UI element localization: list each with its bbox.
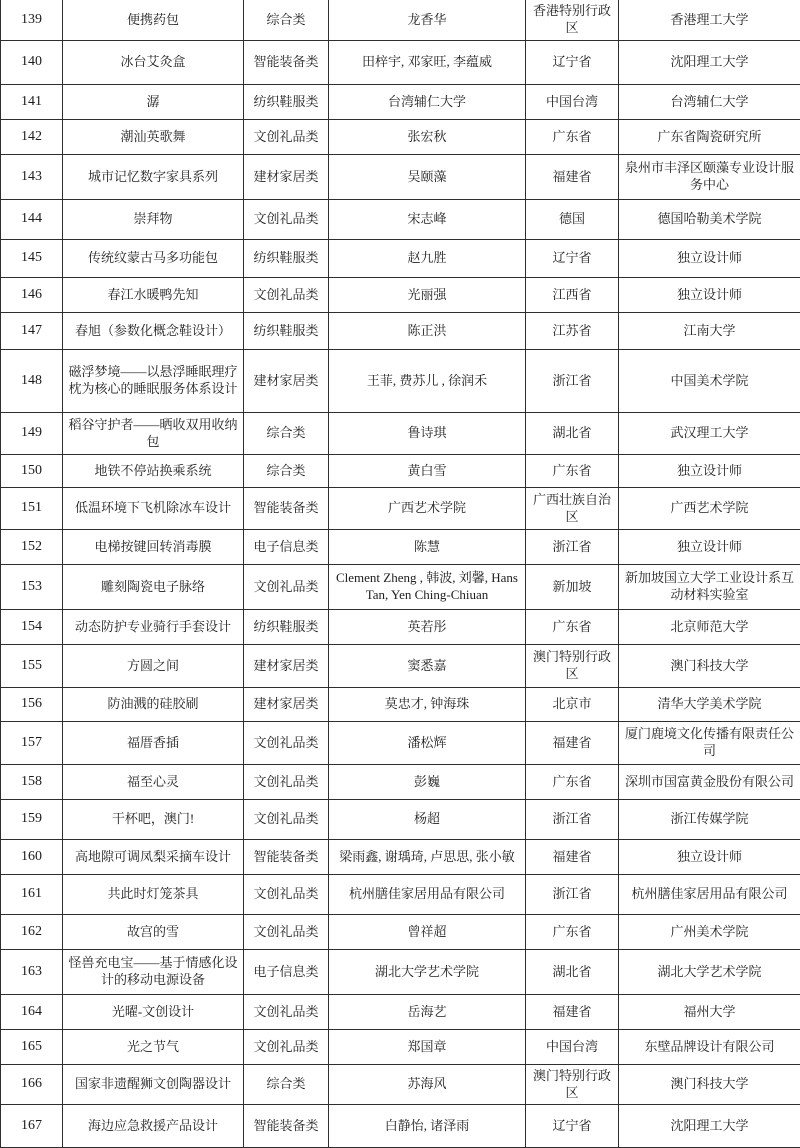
entry-category: 智能装备类 bbox=[244, 488, 329, 530]
entry-organization: 江南大学 bbox=[619, 313, 800, 350]
table-row bbox=[1, 950, 800, 995]
entry-organization: 广东省陶瓷研究所 bbox=[619, 120, 800, 155]
entry-authors: 岳海艺 bbox=[329, 995, 526, 1030]
entry-organization: 香港理工大学 bbox=[619, 0, 800, 41]
table-row bbox=[1, 915, 800, 950]
entry-category: 综合类 bbox=[244, 413, 329, 455]
entry-authors: 苏海风 bbox=[329, 1065, 526, 1105]
entry-work-name: 地铁不停站换乘系统 bbox=[63, 455, 244, 488]
entry-work-name: 光之节气 bbox=[63, 1030, 244, 1065]
entry-category: 文创礼品类 bbox=[244, 915, 329, 950]
entry-work-name: 潮汕英歌舞 bbox=[63, 120, 244, 155]
table-row bbox=[1, 565, 800, 610]
table-row bbox=[1, 800, 800, 840]
entry-authors: 王菲, 费苏儿 , 徐润禾 bbox=[329, 350, 526, 413]
table-row bbox=[1, 278, 800, 313]
entry-category: 综合类 bbox=[244, 1065, 329, 1105]
entry-number: 152 bbox=[1, 530, 63, 565]
entry-work-name: 防油溅的硅胶刷 bbox=[63, 688, 244, 722]
entry-authors: 郑国章 bbox=[329, 1030, 526, 1065]
entry-work-name: 低温环境下飞机除冰车设计 bbox=[63, 488, 244, 530]
entry-category: 建材家居类 bbox=[244, 688, 329, 722]
entry-region: 辽宁省 bbox=[526, 240, 619, 278]
entry-category: 电子信息类 bbox=[244, 530, 329, 565]
table-row bbox=[1, 455, 800, 488]
entry-region: 浙江省 bbox=[526, 800, 619, 840]
entry-work-name: 高地隙可调凤梨采摘车设计 bbox=[63, 840, 244, 875]
entry-work-name: 方圆之间 bbox=[63, 645, 244, 688]
entry-organization: 独立设计师 bbox=[619, 530, 800, 565]
entry-work-name: 磁浮梦境——以悬浮睡眠理疗枕为核心的睡眠服务体系设计 bbox=[63, 350, 244, 413]
entry-authors: 广西艺术学院 bbox=[329, 488, 526, 530]
entry-authors: 彭巍 bbox=[329, 765, 526, 800]
entry-region: 广东省 bbox=[526, 610, 619, 645]
entry-region: 广西壮族自治区 bbox=[526, 488, 619, 530]
entry-organization: 澳门科技大学 bbox=[619, 645, 800, 688]
entry-organization: 独立设计师 bbox=[619, 278, 800, 313]
entry-organization: 广西艺术学院 bbox=[619, 488, 800, 530]
entry-region: 浙江省 bbox=[526, 350, 619, 413]
entry-category: 电子信息类 bbox=[244, 950, 329, 995]
table-row bbox=[1, 0, 800, 41]
entry-number: 150 bbox=[1, 455, 63, 488]
entry-region: 广东省 bbox=[526, 765, 619, 800]
table-row bbox=[1, 765, 800, 800]
entries-table-body bbox=[1, 0, 800, 1148]
entry-number: 153 bbox=[1, 565, 63, 610]
entry-category: 文创礼品类 bbox=[244, 875, 329, 915]
entry-authors: 莫忠才, 钟海珠 bbox=[329, 688, 526, 722]
entry-organization: 澳门科技大学 bbox=[619, 1065, 800, 1105]
table-row bbox=[1, 350, 800, 413]
entry-work-name: 共此时灯笼茶具 bbox=[63, 875, 244, 915]
entry-number: 141 bbox=[1, 85, 63, 120]
table-row bbox=[1, 200, 800, 240]
entry-work-name: 干杯吧，澳门! bbox=[63, 800, 244, 840]
table-row bbox=[1, 413, 800, 455]
entry-category: 纺织鞋服类 bbox=[244, 240, 329, 278]
entry-region: 广东省 bbox=[526, 455, 619, 488]
entry-organization: 厦门鹿境文化传播有限责任公司 bbox=[619, 722, 800, 765]
entry-category: 纺织鞋服类 bbox=[244, 313, 329, 350]
entry-authors: 宋志峰 bbox=[329, 200, 526, 240]
entry-region: 湖北省 bbox=[526, 950, 619, 995]
entry-number: 149 bbox=[1, 413, 63, 455]
entry-work-name: 雕刻陶瓷电子脉络 bbox=[63, 565, 244, 610]
entry-organization: 泉州市丰泽区颐藻专业设计服务中心 bbox=[619, 155, 800, 200]
entry-region: 澳门特别行政区 bbox=[526, 645, 619, 688]
entry-number: 145 bbox=[1, 240, 63, 278]
entry-category: 智能装备类 bbox=[244, 1105, 329, 1148]
entry-region: 澳门特别行政区 bbox=[526, 1065, 619, 1105]
table-row bbox=[1, 313, 800, 350]
entry-number: 164 bbox=[1, 995, 63, 1030]
entry-authors: 窦悉嘉 bbox=[329, 645, 526, 688]
entry-authors: 潘松辉 bbox=[329, 722, 526, 765]
table-row bbox=[1, 530, 800, 565]
table-row bbox=[1, 1030, 800, 1065]
entry-category: 文创礼品类 bbox=[244, 800, 329, 840]
entry-region: 香港特别行政区 bbox=[526, 0, 619, 41]
entry-work-name: 稻谷守护者——晒收双用收纳包 bbox=[63, 413, 244, 455]
entry-category: 纺织鞋服类 bbox=[244, 85, 329, 120]
entry-number: 156 bbox=[1, 688, 63, 722]
entry-number: 162 bbox=[1, 915, 63, 950]
entry-work-name: 城市记忆数字家具系列 bbox=[63, 155, 244, 200]
entry-region: 浙江省 bbox=[526, 875, 619, 915]
entry-authors: Clement Zheng , 韩波, 刘馨, Hans Tan, Yen Ching-Chiuan bbox=[329, 565, 526, 610]
entry-organization: 中国美术学院 bbox=[619, 350, 800, 413]
entry-authors: 台湾辅仁大学 bbox=[329, 85, 526, 120]
entry-category: 文创礼品类 bbox=[244, 278, 329, 313]
entry-authors: 梁雨鑫, 谢瑀琦, 卢思思, 张小敏 bbox=[329, 840, 526, 875]
entry-category: 建材家居类 bbox=[244, 645, 329, 688]
entry-region: 江苏省 bbox=[526, 313, 619, 350]
table-row bbox=[1, 995, 800, 1030]
entry-category: 智能装备类 bbox=[244, 41, 329, 85]
entry-category: 建材家居类 bbox=[244, 155, 329, 200]
entry-work-name: 福厝香插 bbox=[63, 722, 244, 765]
entry-number: 147 bbox=[1, 313, 63, 350]
entry-organization: 独立设计师 bbox=[619, 240, 800, 278]
entry-organization: 浙江传媒学院 bbox=[619, 800, 800, 840]
entry-organization: 福州大学 bbox=[619, 995, 800, 1030]
entry-work-name: 崇拜物 bbox=[63, 200, 244, 240]
entry-authors: 龙香华 bbox=[329, 0, 526, 41]
entry-work-name: 动态防护专业骑行手套设计 bbox=[63, 610, 244, 645]
entry-organization: 深圳市国富黄金股份有限公司 bbox=[619, 765, 800, 800]
entry-organization: 独立设计师 bbox=[619, 455, 800, 488]
entry-number: 144 bbox=[1, 200, 63, 240]
entry-region: 北京市 bbox=[526, 688, 619, 722]
table-row bbox=[1, 488, 800, 530]
entry-organization: 台湾辅仁大学 bbox=[619, 85, 800, 120]
entry-organization: 杭州膳佳家居用品有限公司 bbox=[619, 875, 800, 915]
table-row bbox=[1, 41, 800, 85]
entry-region: 德国 bbox=[526, 200, 619, 240]
entry-organization: 独立设计师 bbox=[619, 840, 800, 875]
entry-number: 151 bbox=[1, 488, 63, 530]
entry-region: 福建省 bbox=[526, 995, 619, 1030]
entry-category: 文创礼品类 bbox=[244, 995, 329, 1030]
entry-region: 中国台湾 bbox=[526, 1030, 619, 1065]
table-row bbox=[1, 875, 800, 915]
entry-category: 建材家居类 bbox=[244, 350, 329, 413]
entry-authors: 黄白雪 bbox=[329, 455, 526, 488]
entry-number: 158 bbox=[1, 765, 63, 800]
entry-category: 文创礼品类 bbox=[244, 765, 329, 800]
entry-work-name: 电梯按键回转消毒膜 bbox=[63, 530, 244, 565]
entry-work-name: 故宫的雪 bbox=[63, 915, 244, 950]
table-row bbox=[1, 688, 800, 722]
entry-number: 166 bbox=[1, 1065, 63, 1105]
table-row bbox=[1, 1065, 800, 1105]
entry-category: 文创礼品类 bbox=[244, 200, 329, 240]
entry-authors: 杭州膳佳家居用品有限公司 bbox=[329, 875, 526, 915]
entry-authors: 陈慧 bbox=[329, 530, 526, 565]
entry-work-name: 春旭（参数化概念鞋设计） bbox=[63, 313, 244, 350]
entry-organization: 沈阳理工大学 bbox=[619, 41, 800, 85]
table-row bbox=[1, 645, 800, 688]
entry-authors: 张宏秋 bbox=[329, 120, 526, 155]
entry-authors: 白静怡, 诸泽雨 bbox=[329, 1105, 526, 1148]
entry-organization: 清华大学美术学院 bbox=[619, 688, 800, 722]
entry-region: 福建省 bbox=[526, 155, 619, 200]
entry-category: 综合类 bbox=[244, 455, 329, 488]
entry-authors: 曾祥超 bbox=[329, 915, 526, 950]
entry-region: 辽宁省 bbox=[526, 1105, 619, 1148]
entry-organization: 德国哈勒美术学院 bbox=[619, 200, 800, 240]
entry-organization: 沈阳理工大学 bbox=[619, 1105, 800, 1148]
entry-category: 综合类 bbox=[244, 0, 329, 41]
entry-work-name: 春江水暖鸭先知 bbox=[63, 278, 244, 313]
entry-work-name: 便携药包 bbox=[63, 0, 244, 41]
table-row bbox=[1, 155, 800, 200]
entry-work-name: 怪兽充电宝——基于情感化设计的移动电源设备 bbox=[63, 950, 244, 995]
entry-work-name: 海边应急救援产品设计 bbox=[63, 1105, 244, 1148]
entry-work-name: 国家非遗醒狮文创陶器设计 bbox=[63, 1065, 244, 1105]
entry-region: 辽宁省 bbox=[526, 41, 619, 85]
entry-authors: 赵九胜 bbox=[329, 240, 526, 278]
entry-region: 新加坡 bbox=[526, 565, 619, 610]
entry-region: 浙江省 bbox=[526, 530, 619, 565]
entry-region: 福建省 bbox=[526, 840, 619, 875]
entry-region: 中国台湾 bbox=[526, 85, 619, 120]
entry-category: 文创礼品类 bbox=[244, 1030, 329, 1065]
entry-number: 154 bbox=[1, 610, 63, 645]
entry-number: 146 bbox=[1, 278, 63, 313]
entry-region: 江西省 bbox=[526, 278, 619, 313]
entry-number: 140 bbox=[1, 41, 63, 85]
entry-authors: 陈正洪 bbox=[329, 313, 526, 350]
entry-authors: 湖北大学艺术学院 bbox=[329, 950, 526, 995]
entry-number: 165 bbox=[1, 1030, 63, 1065]
entry-number: 167 bbox=[1, 1105, 63, 1148]
entry-work-name: 光曜-文创设计 bbox=[63, 995, 244, 1030]
table-row bbox=[1, 240, 800, 278]
entry-number: 142 bbox=[1, 120, 63, 155]
entry-work-name: 冰台艾灸盒 bbox=[63, 41, 244, 85]
entry-category: 智能装备类 bbox=[244, 840, 329, 875]
entry-number: 163 bbox=[1, 950, 63, 995]
entry-region: 广东省 bbox=[526, 915, 619, 950]
table-row bbox=[1, 85, 800, 120]
entry-region: 福建省 bbox=[526, 722, 619, 765]
entry-number: 155 bbox=[1, 645, 63, 688]
table-row bbox=[1, 120, 800, 155]
entry-category: 文创礼品类 bbox=[244, 722, 329, 765]
entry-number: 157 bbox=[1, 722, 63, 765]
entry-category: 文创礼品类 bbox=[244, 565, 329, 610]
entry-number: 161 bbox=[1, 875, 63, 915]
entry-organization: 武汉理工大学 bbox=[619, 413, 800, 455]
entry-number: 159 bbox=[1, 800, 63, 840]
entry-authors: 吴颐藻 bbox=[329, 155, 526, 200]
entry-authors: 田梓宇, 邓家旺, 李蕴威 bbox=[329, 41, 526, 85]
entry-category: 纺织鞋服类 bbox=[244, 610, 329, 645]
entry-region: 广东省 bbox=[526, 120, 619, 155]
entry-work-name: 潺 bbox=[63, 85, 244, 120]
entry-work-name: 福至心灵 bbox=[63, 765, 244, 800]
entry-authors: 光丽强 bbox=[329, 278, 526, 313]
entry-number: 160 bbox=[1, 840, 63, 875]
entry-number: 143 bbox=[1, 155, 63, 200]
entry-number: 139 bbox=[1, 0, 63, 41]
table-row bbox=[1, 610, 800, 645]
entry-organization: 广州美术学院 bbox=[619, 915, 800, 950]
entry-organization: 新加坡国立大学工业设计系互动材料实验室 bbox=[619, 565, 800, 610]
entry-category: 文创礼品类 bbox=[244, 120, 329, 155]
entry-number: 148 bbox=[1, 350, 63, 413]
table-row bbox=[1, 840, 800, 875]
table-row bbox=[1, 722, 800, 765]
entry-authors: 鲁诗琪 bbox=[329, 413, 526, 455]
entry-authors: 英若彤 bbox=[329, 610, 526, 645]
entry-organization: 北京师范大学 bbox=[619, 610, 800, 645]
entry-authors: 杨超 bbox=[329, 800, 526, 840]
entry-region: 湖北省 bbox=[526, 413, 619, 455]
entry-organization: 东壁品牌设计有限公司 bbox=[619, 1030, 800, 1065]
table-row bbox=[1, 1105, 800, 1148]
entry-organization: 湖北大学艺术学院 bbox=[619, 950, 800, 995]
entry-work-name: 传统纹蒙古马多功能包 bbox=[63, 240, 244, 278]
